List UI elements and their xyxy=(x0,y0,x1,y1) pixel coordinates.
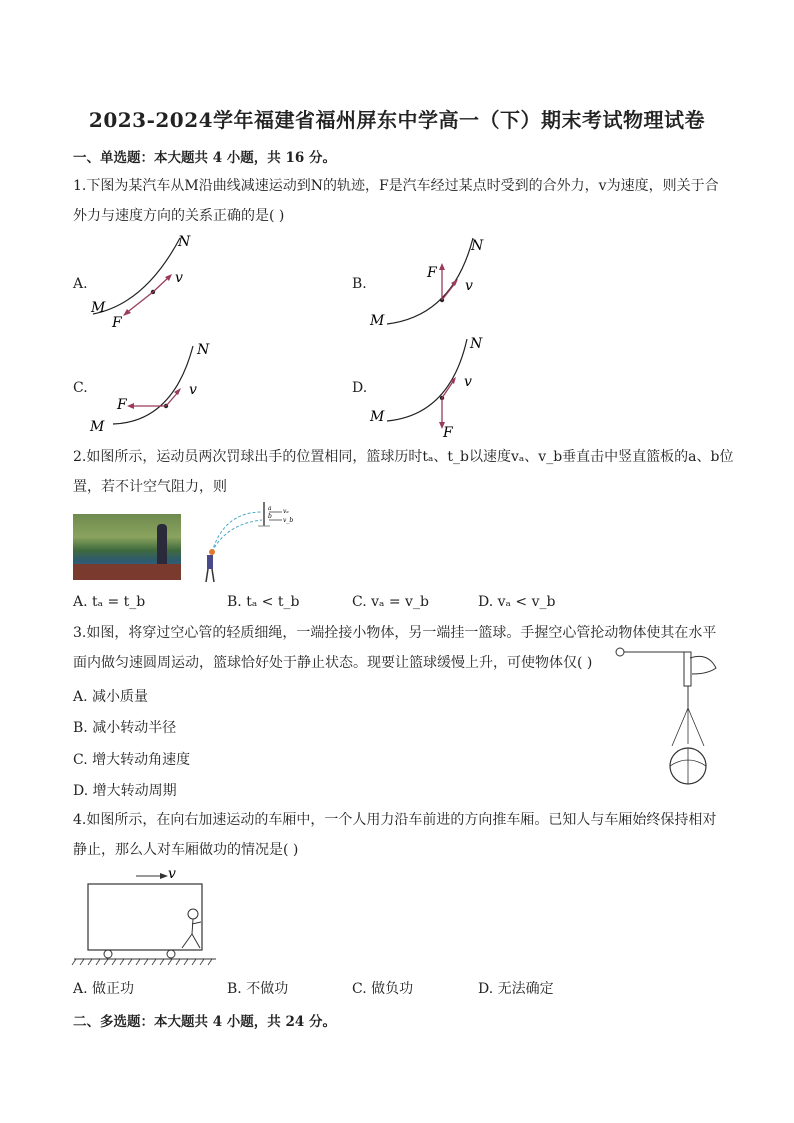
q4-option-b: B. 不做功 xyxy=(227,981,289,997)
basketball-trajectory-diagram xyxy=(196,500,296,588)
q1-option-c-label: C. xyxy=(73,380,88,396)
question-2-line-2: 置，若不计空气阻力，则 xyxy=(73,479,227,495)
q1-figure-b xyxy=(365,232,495,332)
question-2-line-1: 2.如图所示，运动员两次罚球出手的位置相同，篮球历时tₐ、t_b以速度vₐ、v_b垂直击中竖直篮板的a、b位 xyxy=(73,449,734,465)
q3-option-d: D. 增大转动周期 xyxy=(73,783,177,799)
label-f: F xyxy=(427,265,437,281)
label-v: v xyxy=(168,866,176,882)
question-4-line-1: 4.如图所示，在向右加速运动的车厢中，一个人用力沿车前进的方向推车厢。已知人与车厢始终保持相对 xyxy=(73,812,717,828)
question-1-line-1: 1.下图为某汽车从M沿曲线减速运动到N的轨迹，F是汽车经过某点时受到的合外力，v为速度，则关于合 xyxy=(73,178,719,194)
label-f: F xyxy=(117,397,127,413)
q3-option-b: B. 减小转动半径 xyxy=(73,720,177,736)
q2-option-d: D. vₐ < v_b xyxy=(478,594,556,610)
label-v: v xyxy=(464,374,472,390)
label-m: M xyxy=(90,419,105,435)
label-v: v xyxy=(175,270,183,286)
q2-option-b: B. tₐ < t_b xyxy=(227,594,300,610)
label-n: N xyxy=(197,342,210,358)
label-a: a xyxy=(268,505,272,512)
label-m: M xyxy=(370,313,385,329)
question-1-line-2: 外力与速度方向的关系正确的是( ) xyxy=(73,208,285,224)
label-f: F xyxy=(443,425,453,441)
court-ground xyxy=(73,564,181,580)
q2-option-a: A. tₐ = t_b xyxy=(73,594,146,610)
q3-option-a: A. 减小质量 xyxy=(73,689,149,705)
q1-option-d-label: D. xyxy=(352,380,368,396)
label-n: N xyxy=(470,336,483,352)
label-f: F xyxy=(112,315,122,331)
section-heading-multiple-choice: 二、多选题：本大题共 4 小题，共 24 分。 xyxy=(73,1014,336,1030)
label-v: v xyxy=(465,278,473,294)
q4-option-c: C. 做负功 xyxy=(352,981,414,997)
q4-option-a: A. 做正功 xyxy=(73,981,135,997)
section-heading-single-choice: 一、单选题：本大题共 4 小题，共 16 分。 xyxy=(73,150,336,166)
q1-figure-d xyxy=(365,333,495,441)
rope-tube-basketball-diagram xyxy=(612,644,722,789)
page-title: 2023-2024学年福建省福州屏东中学高一（下）期末考试物理试卷 xyxy=(88,108,706,132)
q1-option-a-label: A. xyxy=(73,276,88,292)
question-4-line-2: 静止，那么人对车厢做功的情况是( ) xyxy=(73,842,299,858)
q2-option-c: C. vₐ = v_b xyxy=(352,594,429,610)
label-va: vₐ xyxy=(283,508,289,515)
label-n: N xyxy=(471,238,484,254)
train-car-diagram xyxy=(70,864,220,970)
q4-option-d: D. 无法确定 xyxy=(478,981,554,997)
label-vb: v_b xyxy=(283,517,294,524)
q1-figure-c xyxy=(85,336,215,436)
label-v: v xyxy=(189,382,197,398)
label-n: N xyxy=(178,234,191,250)
label-m: M xyxy=(91,300,106,316)
basketball-court-photo xyxy=(73,514,181,580)
question-3-line-1: 3.如图，将穿过空心管的轻质细绳，一端拴接小物体，另一端挂一篮球。手握空心管抡动物体使其在水平 xyxy=(73,625,717,641)
label-m: M xyxy=(370,409,385,425)
q1-figure-a xyxy=(85,232,205,332)
question-3-line-2: 面内做匀速圆周运动，篮球恰好处于静止状态。现要让篮球缓慢上升，可使物体仅( ) xyxy=(73,655,593,671)
q1-option-b-label: B. xyxy=(352,276,367,292)
q3-option-c: C. 增大转动角速度 xyxy=(73,752,191,768)
label-b: b xyxy=(268,513,272,520)
